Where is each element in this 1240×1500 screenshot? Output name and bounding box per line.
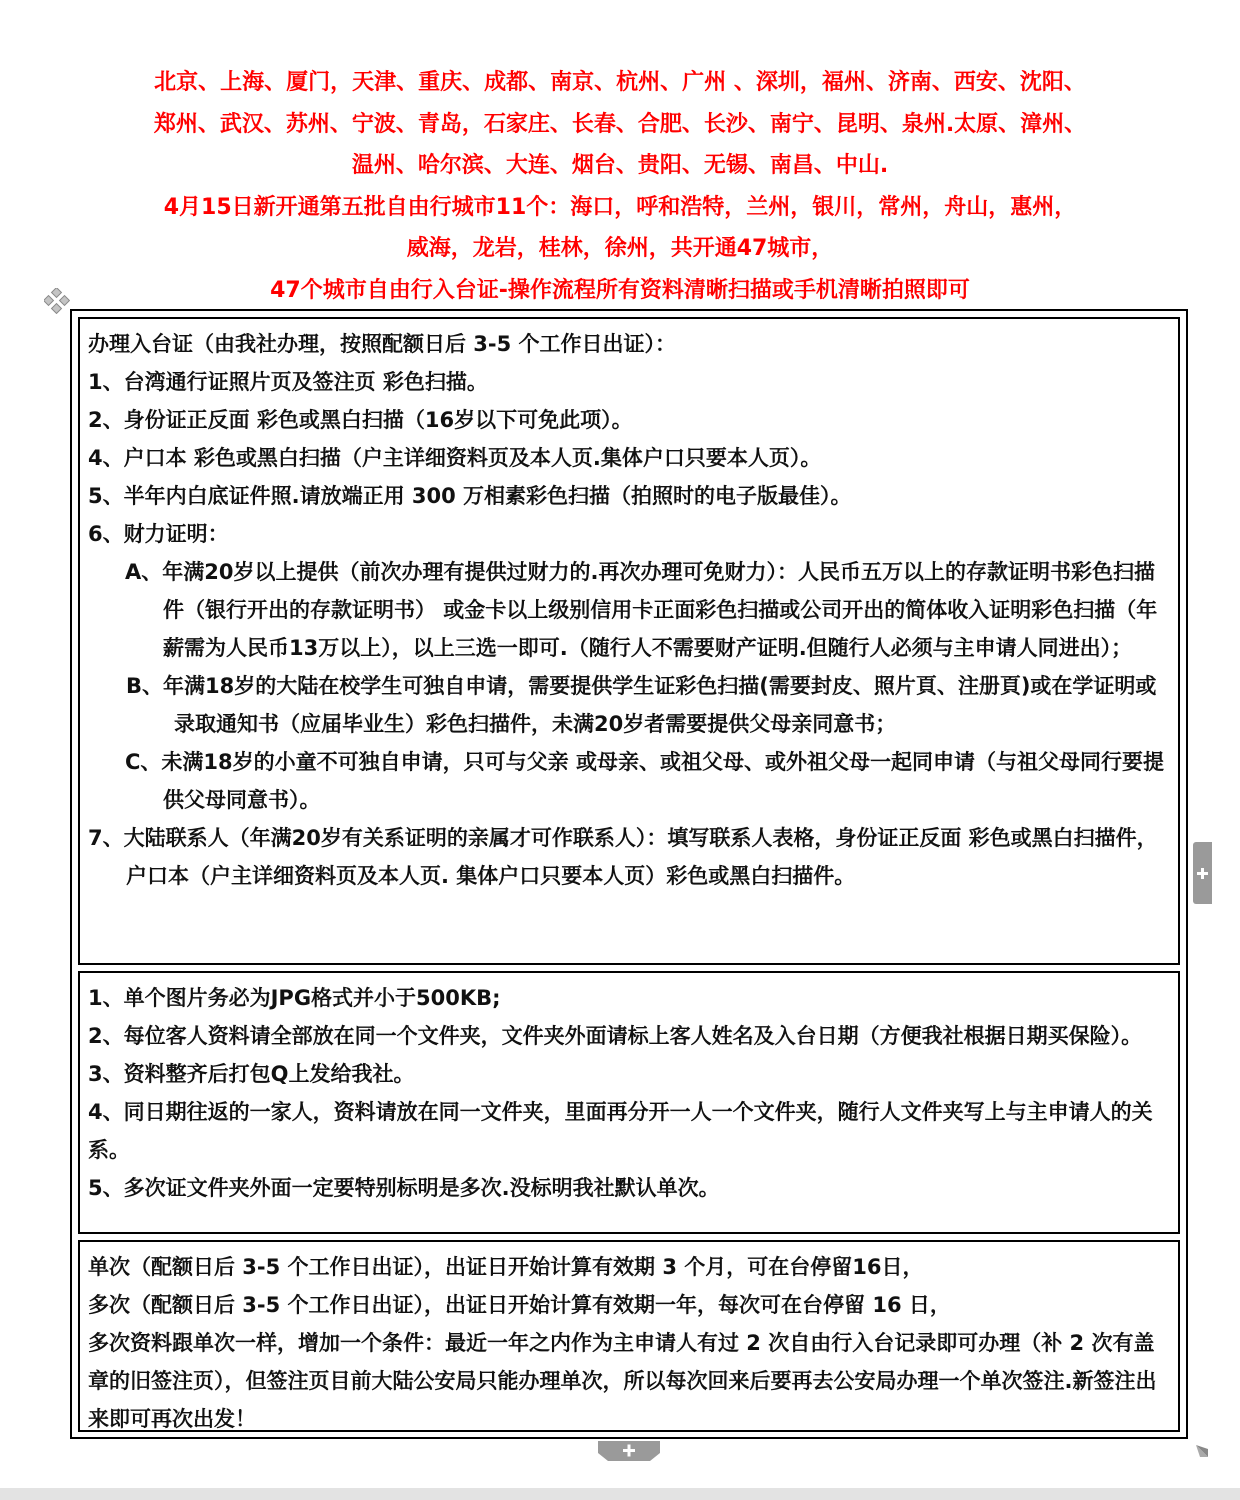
section1-title: 办理入台证（由我社办理，按照配额日后 3-5 个工作日出证）： (88, 332, 677, 356)
section1-item-7: 7、大陆联系人（年满20岁有关系证明的亲属才可作联系人）：填写联系人表格，身份证正反面 彩色或黑白扫描件，户口本（户主详细资料页及本人页. 集体户口只要本人页）彩色或黑白扫描件。 (88, 826, 1158, 888)
header-line-6: 47个城市自由行入台证-操作流程所有资料清晰扫描或手机清晰拍照即可 (270, 277, 970, 303)
section1-item-6: 6、财力证明： (88, 522, 229, 546)
section1-item-A: A、年满20岁以上提供（前次办理有提供过财力的.再次办理可免财力）：人民币五万以上的存款证明书彩色扫描件（银行开出的存款证明书） 或金卡以上级别信用卡正面彩色扫描或公司开出的简体收入证明彩色扫描（年薪需为人民币13万以上），以上三选一即可.（随行人不需要财产证明.但随行人必须与主申请人同进出）； (125, 560, 1158, 660)
section1-item-B: B、年满18岁的大陆在校学生可独自申请，需要提供学生证彩色扫描(需要封皮、照片頁、注册頁)或在学证明或录取通知书（应届毕业生）彩色扫描件，未满20岁者需要提供父母亲同意书； (126, 674, 1157, 736)
cell-documents[interactable] (78, 317, 1180, 965)
section2-item-4: 4、同日期往返的一家人，资料请放在同一文件夹，里面再分开一人一个文件夹，随行人文件夹写上与主申请人的关系。 (88, 1100, 1153, 1162)
move-handle-icon[interactable] (44, 288, 70, 314)
add-column-icon[interactable] (1193, 842, 1212, 904)
horizontal-scrollbar[interactable] (0, 1488, 1240, 1500)
header-line-4: 4月15日新开通第五批自由行城市11个：海口，呼和浩特，兰州，银川，常州，舟山，惠州， (163, 194, 1077, 220)
section1-item-4: 4、户口本 彩色或黑白扫描（户主详细资料页及本人页.集体户口只要本人页）。 (88, 446, 822, 470)
header-line-3: 温州、哈尔滨、大连、烟台、贵阳、无锡、南昌、中山. (351, 153, 889, 178)
cell-file-rules[interactable] (78, 971, 1180, 1234)
resize-handle-icon[interactable] (1194, 1443, 1210, 1459)
section2-item-1: 1、单个图片务必为JPG格式并小于500KB; (88, 986, 501, 1010)
section1-item-C: C、未满18岁的小童不可独自申请，只可与父亲 或母亲、或祖父母、或外祖父母一起同申请（与祖父母同行要提供父母同意书）。 (125, 750, 1164, 812)
header-line-5: 威海，龙岩，桂林，徐州，共开通47城市， (406, 236, 834, 261)
section3-line-1: 单次（配额日后 3-5 个工作日出证），出证日开始计算有效期 3 个月，可在台停留16日， (88, 1255, 924, 1279)
header-text (0, 62, 1240, 311)
section1-item-1: 1、台湾通行证照片页及签注页 彩色扫描。 (88, 370, 488, 394)
header-line-1: 北京、上海、厦门，天津、重庆、成都、南京、杭州、广州 、深圳，福州、济南、西安、沈阳、 (154, 70, 1086, 95)
add-row-icon[interactable] (598, 1441, 660, 1461)
section3-line-3: 多次资料跟单次一样，增加一个条件：最近一年之内作为主申请人有过 2 次自由行入台记录即可办理（补 2 次有盖章的旧签注页），但签注页目前大陆公安局只能办理单次，所以每次回来后要再去公安局办理一个单次签注.新签注出来即可再次出发！ (88, 1331, 1157, 1431)
requirements-table (70, 309, 1188, 1439)
section1-item-5: 5、半年内白底证件照.请放端正用 300 万相素彩色扫描（拍照时的电子版最佳）。 (88, 484, 852, 508)
section1-item-2: 2、身份证正反面 彩色或黑白扫描（16岁以下可免此项）。 (88, 408, 633, 432)
header-line-2: 郑州、武汉、苏州、宁波、青岛，石家庄、长春、合肥、长沙、南宁、昆明、泉州.太原、漳州、 (153, 111, 1087, 137)
cell-permit-types[interactable] (78, 1240, 1180, 1432)
section3-line-2: 多次（配额日后 3-5 个工作日出证），出证日开始计算有效期一年，每次可在台停留 16 日， (88, 1293, 951, 1317)
section2-item-2: 2、每位客人资料请全部放在同一个文件夹，文件夹外面请标上客人姓名及入台日期（方便我社根据日期买保险）。 (88, 1024, 1143, 1048)
section2-item-5: 5、多次证文件夹外面一定要特别标明是多次.没标明我社默认单次。 (88, 1176, 720, 1200)
section2-item-3: 3、资料整齐后打包Q上发给我社。 (88, 1062, 415, 1086)
